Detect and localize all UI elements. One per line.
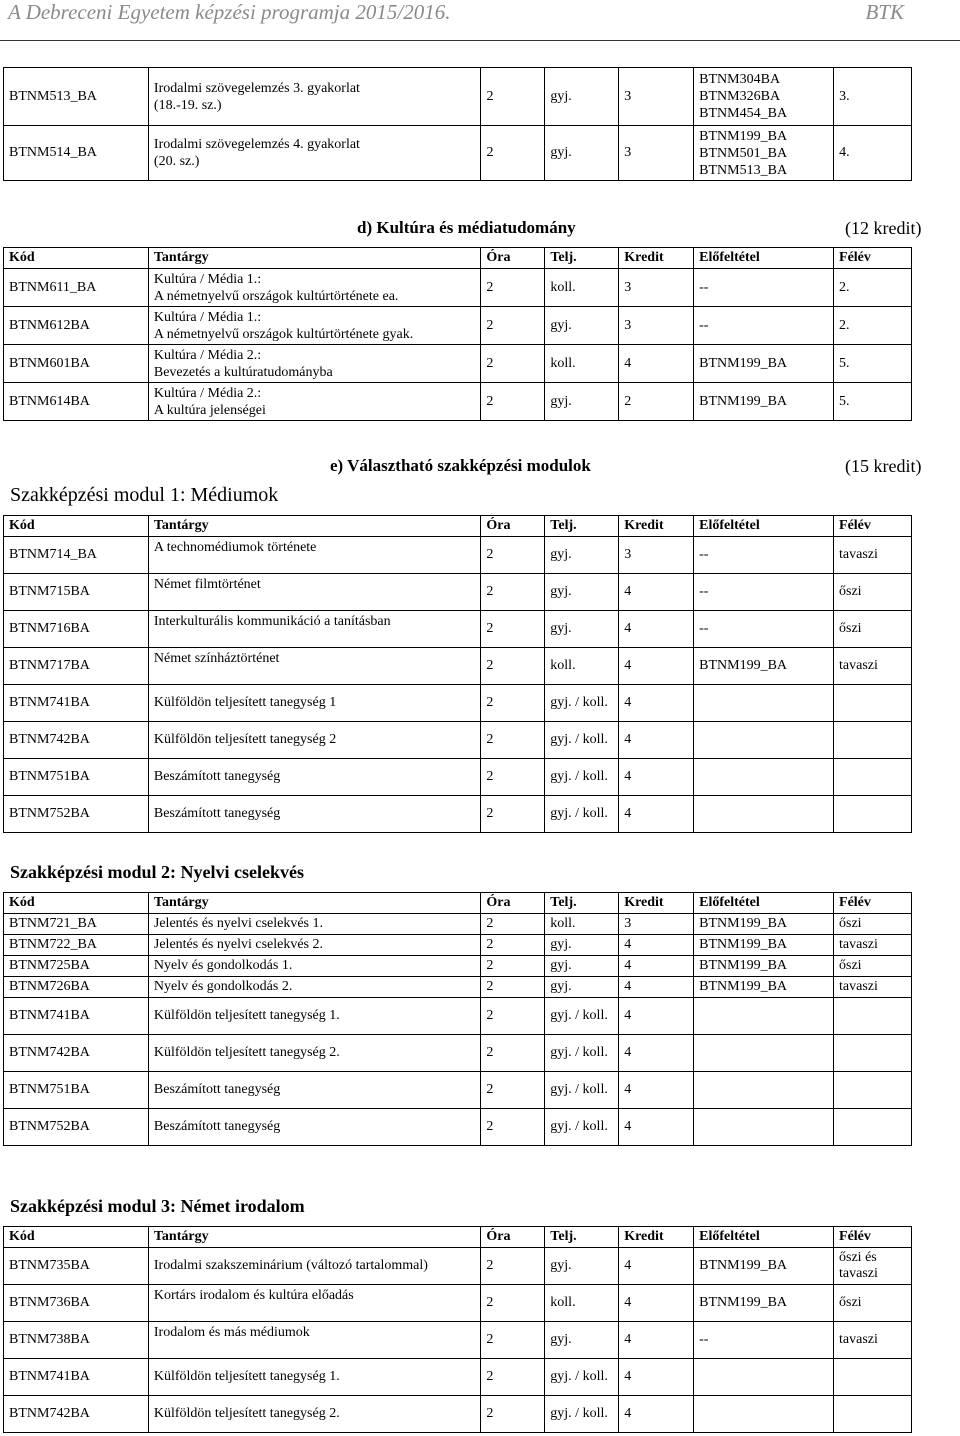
course-prereq: BTNM199_BA [694,1285,834,1322]
col-type: Telj. [545,248,619,269]
col-hours: Óra [481,893,545,914]
course-prereq: -- [694,269,834,307]
course-prereq [694,685,834,722]
course-prereq: BTNM199_BA [694,956,834,977]
section-e-title: e) Választható szakképzési modulok [330,456,591,475]
course-semester: tavaszi [834,537,912,574]
course-credit: 3 [619,126,694,181]
course-code: BTNM716BA [4,611,149,648]
course-type: gyj. [545,1322,619,1359]
course-code: BTNM601BA [4,345,149,383]
course-subject: Kortárs irodalom és kultúra előadás [148,1285,481,1322]
table-row [4,956,912,977]
table-row [4,796,912,833]
course-prereq: -- [694,611,834,648]
course-code: BTNM736BA [4,1285,149,1322]
table-row [4,1285,912,1322]
table-row [4,1396,912,1433]
course-credit: 4 [619,977,694,998]
col-credit: Kredit [619,893,694,914]
course-type: gyj. / koll. [545,1359,619,1396]
col-credit: Kredit [619,1227,694,1248]
course-credit: 3 [619,537,694,574]
course-type: gyj. [545,935,619,956]
course-subject: Irodalmi szövegelemzés 4. gyakorlat (20. sz.) [148,126,481,181]
course-subject: Nyelv és gondolkodás 2. [148,977,480,998]
course-credit: 4 [619,1072,694,1109]
course-credit: 3 [619,68,694,126]
table-row [4,1035,912,1072]
course-hours: 2 [481,1322,545,1359]
course-hours: 2 [481,1035,545,1072]
course-hours: 2 [481,935,545,956]
course-hours: 2 [481,1396,545,1433]
course-type: gyj. [545,1248,619,1285]
course-code: BTNM752BA [4,1109,149,1146]
course-semester [834,1035,912,1072]
course-prereq: -- [694,1322,834,1359]
course-hours: 2 [481,759,545,796]
col-semester: Félév [834,248,912,269]
course-code: BTNM741BA [4,685,149,722]
course-credit: 4 [619,1285,694,1322]
course-prereq [694,722,834,759]
course-subject: Beszámított tanegység [148,1072,480,1109]
course-hours: 2 [481,648,545,685]
col-subject: Tantárgy [148,1227,481,1248]
module-3-table [3,1226,912,1433]
course-subject: Irodalmi szövegelemzés 3. gyakorlat (18.-19. sz.) [148,68,481,126]
col-prereq: Előfeltétel [694,893,834,914]
header-title: A Debreceni Egyetem képzési programja 2015/2016. [8,0,451,24]
course-code: BTNM742BA [4,1396,149,1433]
course-code: BTNM725BA [4,956,149,977]
top-table [3,67,912,181]
course-hours: 2 [481,383,545,421]
course-type: gyj. [545,611,619,648]
course-semester: őszi [834,611,912,648]
table-row [4,1072,912,1109]
course-subject: Jelentés és nyelvi cselekvés 2. [148,935,480,956]
course-credit: 4 [619,345,694,383]
course-type: gyj. / koll. [545,1109,619,1146]
table-header-row [4,893,912,914]
course-type: gyj. / koll. [545,1072,619,1109]
course-type: gyj. / koll. [545,1035,619,1072]
section-d-credits: (12 kredit) [845,218,922,238]
table-row [4,1322,912,1359]
col-semester: Félév [834,516,912,537]
course-subject: Külföldön teljesített tanegység 2 [148,722,481,759]
table-row [4,269,912,307]
course-semester [834,685,912,722]
course-subject: Külföldön teljesített tanegység 2. [148,1035,480,1072]
course-credit: 4 [619,1359,694,1396]
module-2-title: Szakképzési modul 2: Nyelvi cselekvés [10,862,304,882]
course-prereq: BTNM199_BA [694,345,834,383]
col-prereq: Előfeltétel [694,1227,834,1248]
table-row [4,126,912,181]
table-row [4,1248,912,1285]
course-hours: 2 [481,126,545,181]
course-credit: 4 [619,796,694,833]
course-hours: 2 [481,269,545,307]
course-prereq: BTNM199_BA [694,1248,834,1285]
course-semester [834,998,912,1035]
course-subject: Beszámított tanegység [148,759,481,796]
module-1-title: Szakképzési modul 1: Médiumok [10,484,279,506]
course-hours: 2 [481,345,545,383]
table-row [4,722,912,759]
table-row [4,574,912,611]
col-type: Telj. [545,893,619,914]
course-type: gyj. [545,977,619,998]
course-semester: őszi [834,956,912,977]
module-1-table [3,515,912,833]
course-code: BTNM722_BA [4,935,149,956]
course-subject: Külföldön teljesített tanegység 1 [148,685,481,722]
course-hours: 2 [481,914,545,935]
table-row [4,1109,912,1146]
course-type: gyj. [545,383,619,421]
course-type: koll. [545,648,619,685]
course-semester: tavaszi [834,1322,912,1359]
col-credit: Kredit [619,516,694,537]
course-code: BTNM514_BA [4,126,149,181]
course-credit: 4 [619,611,694,648]
course-subject: Kultúra / Média 1.: A németnyelvű országok kultúrtörténete gyak. [148,307,481,345]
course-prereq [694,1109,834,1146]
course-semester: 5. [834,345,912,383]
course-code: BTNM751BA [4,759,149,796]
course-subject: Interkulturális kommunikáció a tanításban [148,611,481,648]
course-type: gyj. [545,68,619,126]
course-semester [834,722,912,759]
course-type: gyj. [545,537,619,574]
course-subject: Nyelv és gondolkodás 1. [148,956,480,977]
course-type: gyj. [545,126,619,181]
course-semester: 2. [834,307,912,345]
course-credit: 3 [619,914,694,935]
course-prereq [694,759,834,796]
col-hours: Óra [481,516,545,537]
table-row [4,685,912,722]
course-hours: 2 [481,722,545,759]
course-code: BTNM715BA [4,574,149,611]
course-credit: 3 [619,269,694,307]
table-row [4,935,912,956]
col-subject: Tantárgy [148,248,481,269]
course-subject: Kultúra / Média 2.: A kultúra jelenségei [148,383,481,421]
course-credit: 4 [619,759,694,796]
col-code: Kód [4,1227,149,1248]
section-d-table [3,247,912,421]
course-code: BTNM735BA [4,1248,149,1285]
course-credit: 4 [619,722,694,759]
course-credit: 3 [619,307,694,345]
course-code: BTNM741BA [4,998,149,1035]
course-type: gyj. / koll. [545,722,619,759]
course-subject: Kultúra / Média 1.: A németnyelvű országok kultúrtörténete ea. [148,269,481,307]
course-subject: Jelentés és nyelvi cselekvés 1. [148,914,480,935]
header-faculty: BTK [865,0,904,24]
course-semester: 4. [834,126,912,181]
col-prereq: Előfeltétel [694,248,834,269]
course-subject: Irodalmi szakszeminárium (változó tartalommal) [148,1248,481,1285]
course-prereq: BTNM199_BA [694,935,834,956]
section-e-credits: (15 kredit) [845,456,922,476]
col-semester: Félév [834,1227,912,1248]
course-prereq [694,1035,834,1072]
course-code: BTNM721_BA [4,914,149,935]
course-semester: őszi és tavaszi [834,1248,912,1285]
course-type: gyj. [545,956,619,977]
col-subject: Tantárgy [148,516,481,537]
table-row [4,759,912,796]
course-type: gyj. / koll. [545,796,619,833]
table-row [4,611,912,648]
course-code: BTNM741BA [4,1359,149,1396]
table-row [4,345,912,383]
course-type: koll. [545,1285,619,1322]
course-type: koll. [545,345,619,383]
col-hours: Óra [481,248,545,269]
col-prereq: Előfeltétel [694,516,834,537]
table-header-row [4,248,912,269]
col-code: Kód [4,893,149,914]
course-semester: őszi [834,574,912,611]
course-code: BTNM752BA [4,796,149,833]
course-prereq: BTNM199_BA [694,648,834,685]
page-header [0,0,960,41]
course-code: BTNM614BA [4,383,149,421]
col-semester: Félév [834,893,912,914]
course-prereq [694,1359,834,1396]
course-type: koll. [545,269,619,307]
table-row [4,998,912,1035]
course-credit: 4 [619,1248,694,1285]
course-semester [834,1072,912,1109]
course-prereq: BTNM199_BA [694,977,834,998]
course-hours: 2 [481,977,545,998]
table-header-row [4,516,912,537]
course-hours: 2 [481,1359,545,1396]
course-semester: tavaszi [834,977,912,998]
course-credit: 4 [619,1109,694,1146]
course-credit: 4 [619,648,694,685]
table-row [4,307,912,345]
course-code: BTNM717BA [4,648,149,685]
col-subject: Tantárgy [148,893,480,914]
course-type: gyj. / koll. [545,685,619,722]
course-code: BTNM612BA [4,307,149,345]
course-prereq: -- [694,537,834,574]
table-row [4,914,912,935]
course-type: gyj. [545,574,619,611]
course-semester: 5. [834,383,912,421]
col-type: Telj. [545,1227,619,1248]
course-type: gyj. [545,307,619,345]
course-subject: A technomédiumok története [148,537,481,574]
course-prereq: BTNM304BA BTNM326BA BTNM454_BA [694,68,834,126]
course-hours: 2 [481,998,545,1035]
course-semester [834,1396,912,1433]
course-hours: 2 [481,1248,545,1285]
course-prereq: -- [694,574,834,611]
course-hours: 2 [481,685,545,722]
course-type: gyj. / koll. [545,998,619,1035]
course-code: BTNM742BA [4,722,149,759]
course-semester: tavaszi [834,648,912,685]
course-hours: 2 [481,611,545,648]
course-type: koll. [545,914,619,935]
course-semester [834,759,912,796]
course-semester: őszi [834,1285,912,1322]
course-credit: 4 [619,935,694,956]
course-prereq [694,998,834,1035]
course-semester: 3. [834,68,912,126]
course-subject: Külföldön teljesített tanegység 1. [148,1359,481,1396]
course-prereq: BTNM199_BA BTNM501_BA BTNM513_BA [694,126,834,181]
course-semester [834,1359,912,1396]
course-credit: 4 [619,1322,694,1359]
course-code: BTNM726BA [4,977,149,998]
course-credit: 4 [619,574,694,611]
course-hours: 2 [481,1109,545,1146]
module-3-title: Szakképzési modul 3: Német irodalom [10,1196,305,1216]
course-code: BTNM513_BA [4,68,149,126]
table-row [4,537,912,574]
section-d-title: d) Kultúra és médiatudomány [357,218,576,237]
table-row [4,648,912,685]
course-credit: 4 [619,1035,694,1072]
course-semester: 2. [834,269,912,307]
course-credit: 4 [619,956,694,977]
course-credit: 2 [619,383,694,421]
course-credit: 4 [619,998,694,1035]
module-2-table [3,892,912,1146]
course-prereq [694,796,834,833]
course-semester: őszi [834,914,912,935]
course-hours: 2 [481,574,545,611]
course-code: BTNM742BA [4,1035,149,1072]
course-semester: tavaszi [834,935,912,956]
col-type: Telj. [545,516,619,537]
course-type: gyj. / koll. [545,1396,619,1433]
course-code: BTNM738BA [4,1322,149,1359]
course-hours: 2 [481,68,545,126]
course-subject: Külföldön teljesített tanegység 1. [148,998,480,1035]
course-subject: Irodalom és más médiumok [148,1322,481,1359]
col-code: Kód [4,248,149,269]
course-hours: 2 [481,796,545,833]
col-code: Kód [4,516,149,537]
course-credit: 4 [619,685,694,722]
table-row [4,1359,912,1396]
course-subject: Német filmtörténet [148,574,481,611]
course-subject: Német színháztörténet [148,648,481,685]
course-subject: Beszámított tanegység [148,796,481,833]
course-subject: Beszámított tanegység [148,1109,480,1146]
course-prereq [694,1396,834,1433]
course-subject: Külföldön teljesített tanegység 2. [148,1396,481,1433]
course-subject: Kultúra / Média 2.: Bevezetés a kultúratudományba [148,345,481,383]
course-code: BTNM611_BA [4,269,149,307]
col-hours: Óra [481,1227,545,1248]
course-type: gyj. / koll. [545,759,619,796]
course-prereq: BTNM199_BA [694,383,834,421]
course-prereq [694,1072,834,1109]
course-semester [834,1109,912,1146]
table-row [4,68,912,126]
col-credit: Kredit [619,248,694,269]
table-row [4,977,912,998]
course-code: BTNM714_BA [4,537,149,574]
course-hours: 2 [481,307,545,345]
course-prereq: BTNM199_BA [694,914,834,935]
course-prereq: -- [694,307,834,345]
course-code: BTNM751BA [4,1072,149,1109]
table-row [4,383,912,421]
course-hours: 2 [481,537,545,574]
course-semester [834,796,912,833]
course-hours: 2 [481,1072,545,1109]
table-header-row [4,1227,912,1248]
course-credit: 4 [619,1396,694,1433]
course-hours: 2 [481,956,545,977]
course-hours: 2 [481,1285,545,1322]
